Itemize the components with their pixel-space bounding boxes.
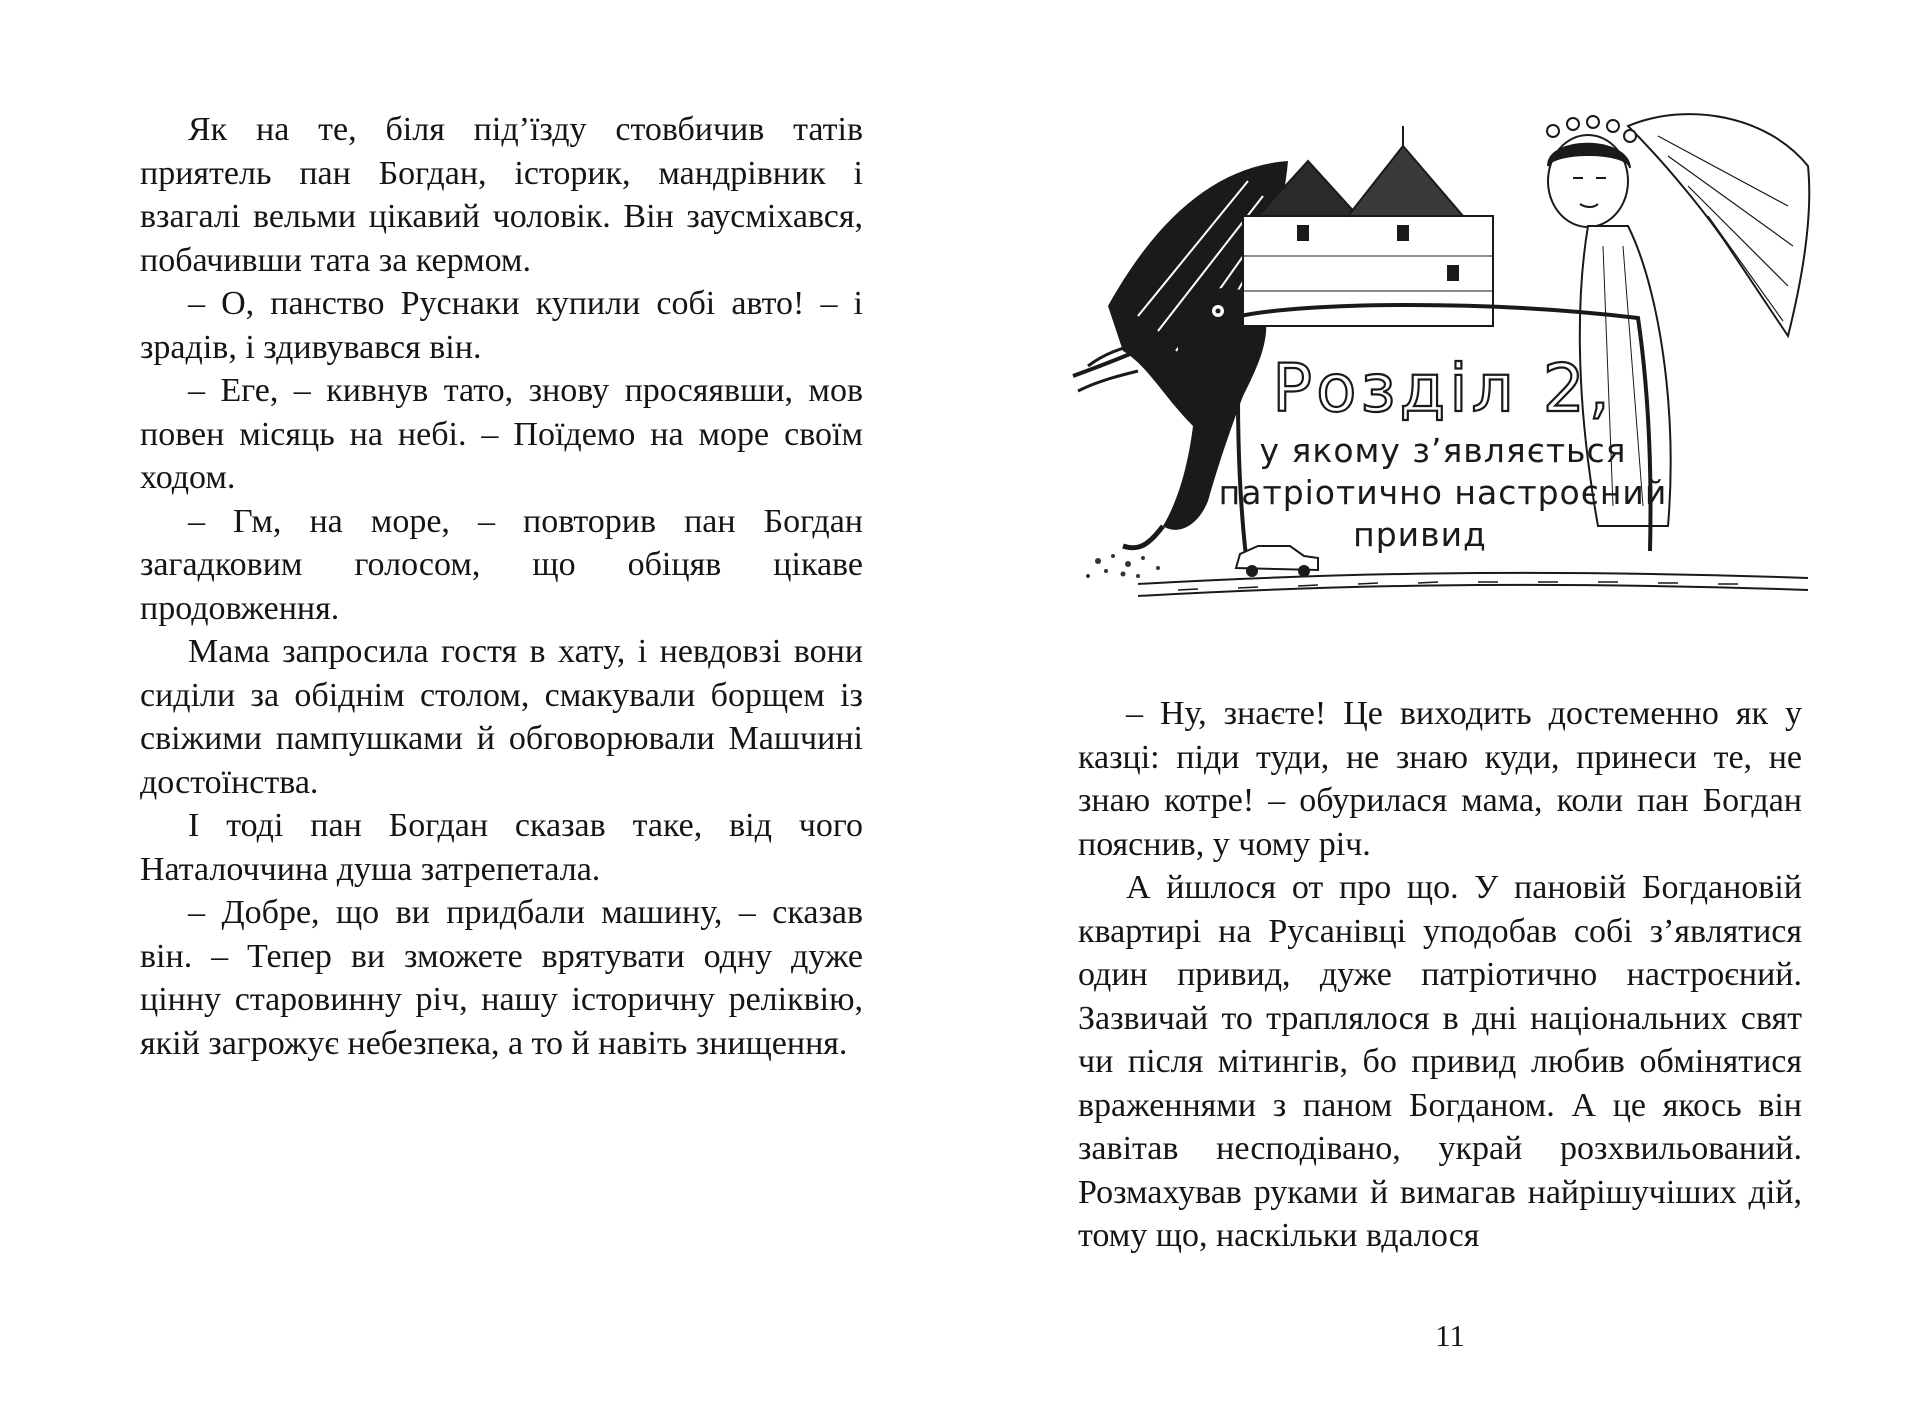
paragraph: Мама запросила гостя в хату, і невдовзі вони сиділи за обіднім столом, смакували борщем із свіжими пампушками й обговорювали Машчині достоїнства.	[140, 633, 863, 801]
paragraph: І тоді пан Богдан сказав таке, від чого Наталоччина душа затрепетала.	[140, 807, 863, 888]
chapter-subtitle-line3: привид	[1353, 515, 1487, 554]
chapter-subtitle-line2: патріотично настроєний	[1218, 473, 1668, 512]
paragraph: – О, панство Руснаки купили собі авто! – і зрадів, і здивувався він.	[140, 285, 863, 366]
ground-texture	[1086, 554, 1160, 578]
right-page-text	[1078, 692, 1802, 1258]
paragraph: – Гм, на море, – повторив пан Богдан загадковим голосом, що обіцяв цікаве продовження.	[140, 502, 863, 627]
chapter-illustration	[1068, 106, 1818, 606]
paragraph: – Еге, – кивнув тато, знову просяявши, мов повен місяць на небі. – Поїдемо на море своїм ходом.	[140, 372, 863, 496]
left-page-text	[140, 108, 863, 1065]
page-number: 11	[1435, 1318, 1465, 1353]
chapter-subtitle-line1: у якому з’являється	[1259, 431, 1627, 470]
paragraph: А йшлося от про що. У пановій Богдановій квартирі на Русанівці уподобав собі з’являтися один привид, дуже патріотично настроєний. Зазвичай то траплялося в дні національних свят чи після мітингів, бо привид любив обмінятися враженнями з паном Богданом. А це якось він завітав несподівано, украй розхвильований. Розмахував руками й вимагав найрішучіших дій, тому що, наскільки вдалося	[1078, 869, 1802, 1254]
paragraph: Як на те, біля під’їзду стовбичив татів приятель пан Богдан, історик, мандрівник і взагалі вельми цікавий чоловік. Він заусміхався, побачивши тата за кермом.	[140, 111, 863, 279]
chapter-heading: Розділ 2,	[1272, 350, 1614, 427]
paragraph: – Добре, що ви придбали машину, – сказав він. – Тепер ви зможете врятувати одну дуже цінну старовинну річ, нашу історичну реліквію, якій загрожує небезпека, а то й навіть знищення.	[140, 894, 863, 1062]
paragraph: – Ну, знаєте! Це виходить достеменно як у казці: піди туди, не знаю куди, принеси те, не знаю котре! – обурилася мама, коли пан Богдан пояснив, у чому річ.	[1078, 695, 1802, 863]
car-icon	[1236, 546, 1318, 576]
chapter-illustration-svg	[1068, 106, 1818, 606]
castle-icon	[1243, 126, 1493, 326]
road	[1138, 573, 1808, 584]
